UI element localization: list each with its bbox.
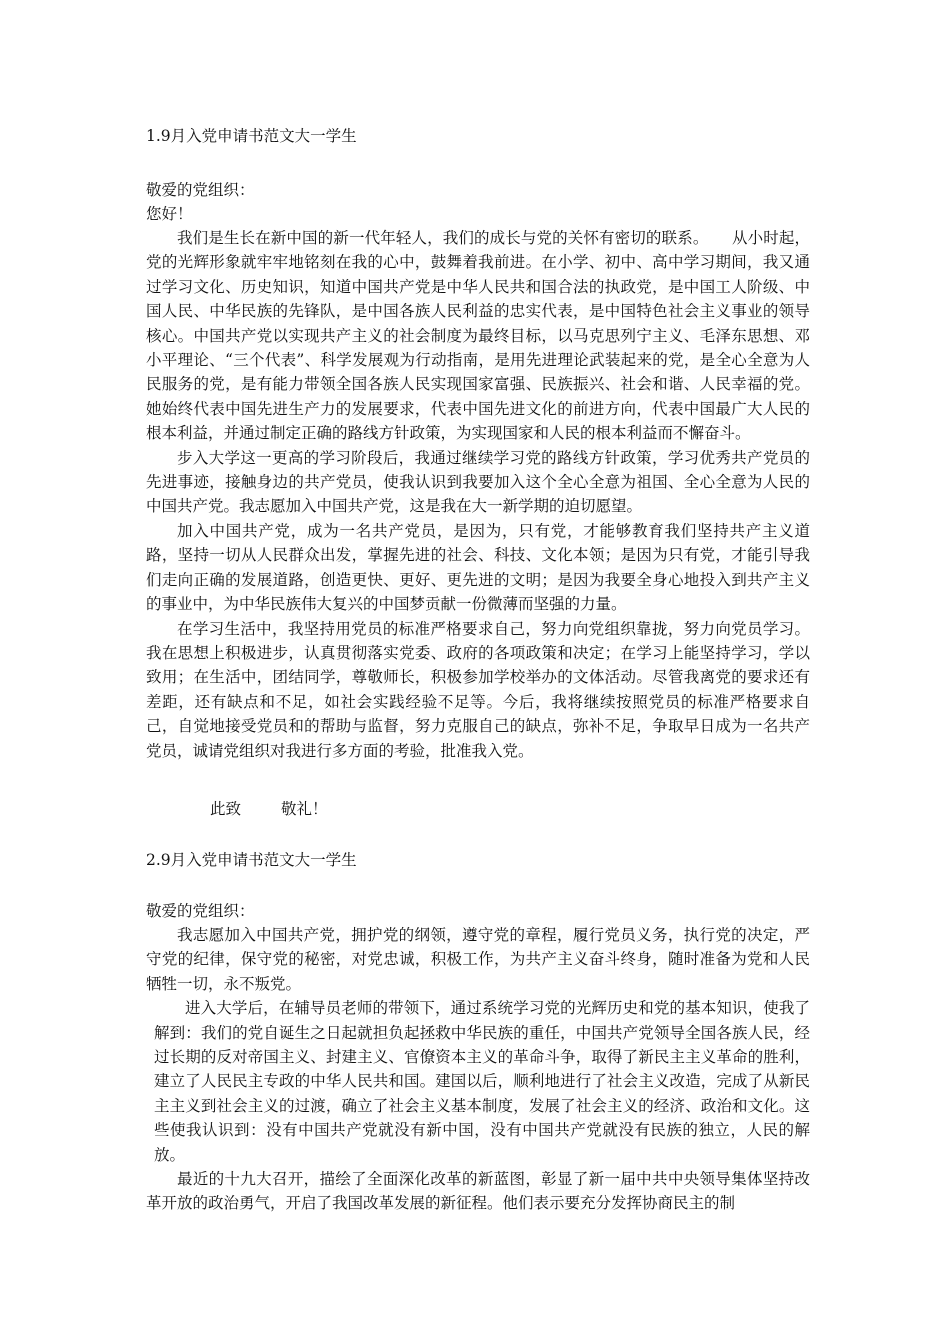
section1-paragraph: 步入大学这一更高的学习阶段后，我通过继续学习党的路线方针政策，学习优秀共产党员的先进事迹，接触身边的共产党员，使我认识到我要加入这个全心全意为祖国、全心全意为人民的中国共产党。我志愿加入中国共产党，这是我在大一新学期的迫切愿望。 [146, 448, 810, 516]
section2-title: 2.9月入党申请书范文大一学生 [146, 851, 357, 869]
section1-body [146, 226, 810, 763]
section2-paragraph: 我志愿加入中国共产党，拥护党的纲领，遵守党的章程，履行党员义务，执行党的决定，严守党的纪律，保守党的秘密，对党忠诚，积极工作，为共产主义奋斗终身，随时准备为党和人民牺牲一切，永不叛党。 [146, 926, 810, 993]
section2-salutation: 敬爱的党组织： [146, 902, 255, 920]
closing-jingli: 敬礼！ [281, 800, 328, 818]
section1-paragraph: 我们是生长在新中国的新一代年轻人，我们的成长与党的关怀有密切的联系。 从小时起，党的光辉形象就牢牢地铭刻在我的心中，鼓舞着我前进。在小学、初中、高中学习期间，我又通过学习文化、历史知识，知道中国共产党是中华人民共和国合法的执政党，是中国工人阶级、中国人民、中华民族的先锋队，是中国各族人民利益的忠实代表，是中国特色社会主义事业的领导核心。中国共产党以实现共产主义的社会制度为最终目标，以马克思列宁主义、毛泽东思想、邓小平理论、“三个代表”、科学发展观为行动指南，是用先进理论武装起来的党，是全心全意为人民服务的党，是有能力带领全国各族人民实现国家富强、民族振兴、社会和谐、人民幸福的党。她始终代表中国先进生产力的发展要求，代表中国先进文化的前进方向，代表中国最广大人民的根本利益，并通过制定正确的路线方针政策，为实现国家和人民的根本利益而不懈奋斗。 [146, 229, 810, 443]
section1-closing [210, 797, 328, 821]
section1-salutation: 敬爱的党组织： [146, 181, 255, 199]
section1-greeting: 您好！ [146, 205, 193, 223]
closing-cizhi: 此致 [210, 800, 242, 818]
section2-paragraph: 最近的十九大召开，描绘了全面深化改革的新蓝图，彰显了新一届中共中央领导集体坚持改革开放的政治勇气，开启了我国改革发展的新征程。他们表示要充分发挥协商民主的制 [146, 1170, 810, 1213]
section2-body [146, 923, 810, 1216]
section1-paragraph: 加入中国共产党，成为一名共产党员，是因为，只有党，才能够教育我们坚持共产主义道路，坚持一切从人民群众出发，掌握先进的社会、科技、文化本领；是因为只有党，才能引导我们走向正确的发展道路，创造更快、更好、更先进的文明；是因为我要全身心地投入到共产主义的事业中，为中华民族伟大复兴的中国梦贡献一份微薄而坚强的力量。 [146, 521, 810, 614]
section1-paragraph: 在学习生活中，我坚持用党员的标准严格要求自己，努力向党组织靠拢，努力向党员学习。我在思想上积极进步，认真贯彻落实党委、政府的各项政策和决定；在学习上能坚持学习，学以致用；在生活中，团结同学，尊敬师长，积极参加学校举办的文体活动。尽管我离党的要求还有差距，还有缺点和不足，如社会实践经验不足等。今后，我将继续按照党员的标准严格要求自己，自觉地接受党员和的帮助与监督，努力克服自己的缺点，弥补不足，争取早日成为一名共产党员，诚请党组织对我进行多方面的考验，批准我入党。 [146, 619, 810, 760]
section2-paragraph: 进入大学后，在辅导员老师的带领下，通过系统学习党的光辉历史和党的基本知识，使我了解到：我们的党自诞生之日起就担负起拯救中华民族的重任，中国共产党领导全国各族人民，经过长期的反对帝国主义、封建主义、官僚资本主义的革命斗争，取得了新民主主义革命的胜利，建立了人民民主专政的中华人民共和国。建国以后，顺利地进行了社会主义改造，完成了从新民主主义到社会主义的过渡，确立了社会主义基本制度，发展了社会主义的经济、政治和文化。这些使我认识到：没有中国共产党就没有新中国，没有中国共产党就没有民族的独立，人民的解放。 [154, 999, 810, 1164]
section1-title: 1.9月入党申请书范文大一学生 [146, 127, 357, 145]
